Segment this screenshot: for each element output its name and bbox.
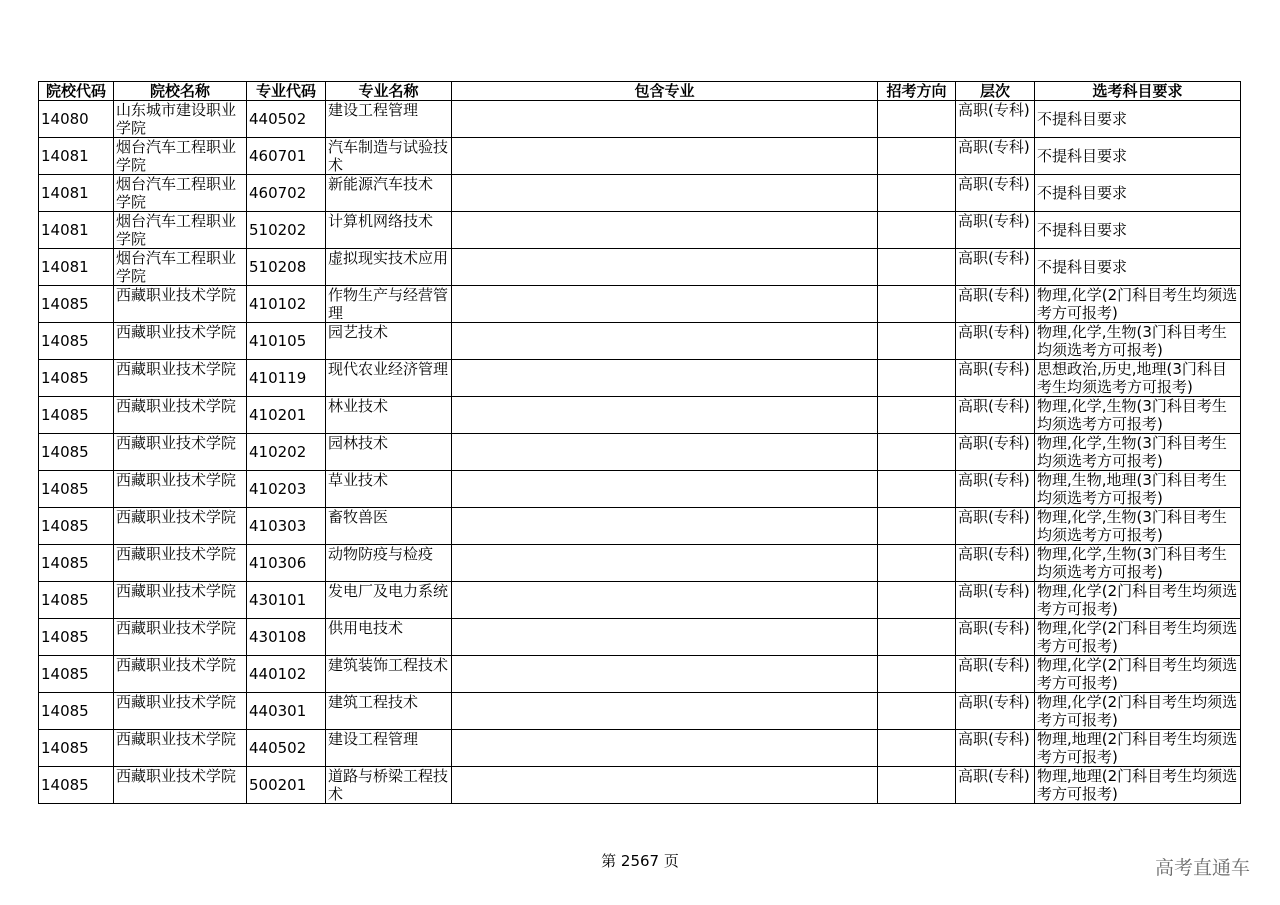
cell-level: 高职(专科)	[956, 656, 1035, 693]
page-number: 第 2567 页	[601, 852, 679, 870]
cell-school-name: 西藏职业技术学院	[114, 545, 247, 582]
cell-major-code: 440301	[247, 693, 326, 730]
cell-included-majors	[452, 249, 878, 286]
cell-direction	[878, 767, 956, 804]
cell-requirement: 物理,地理(2门科目考生均须选考方可报考)	[1035, 767, 1241, 804]
cell-requirement: 不提科目要求	[1035, 212, 1241, 249]
cell-requirement: 不提科目要求	[1035, 101, 1241, 138]
cell-included-majors	[452, 693, 878, 730]
cell-school-name: 西藏职业技术学院	[114, 471, 247, 508]
cell-school-name: 西藏职业技术学院	[114, 693, 247, 730]
cell-major-name: 草业技术	[326, 471, 452, 508]
cell-level: 高职(专科)	[956, 397, 1035, 434]
cell-included-majors	[452, 175, 878, 212]
cell-direction	[878, 508, 956, 545]
cell-direction	[878, 101, 956, 138]
cell-major-code: 460701	[247, 138, 326, 175]
table-row	[39, 212, 1241, 249]
cell-major-code: 410119	[247, 360, 326, 397]
table-row	[39, 434, 1241, 471]
cell-level: 高职(专科)	[956, 323, 1035, 360]
cell-school-code: 14081	[39, 175, 114, 212]
cell-school-code: 14085	[39, 434, 114, 471]
cell-requirement: 物理,化学(2门科目考生均须选考方可报考)	[1035, 619, 1241, 656]
cell-school-name: 西藏职业技术学院	[114, 360, 247, 397]
cell-school-name: 西藏职业技术学院	[114, 582, 247, 619]
cell-included-majors	[452, 767, 878, 804]
cell-school-code: 14085	[39, 619, 114, 656]
header-major-name: 专业名称	[326, 82, 452, 101]
cell-school-code: 14080	[39, 101, 114, 138]
cell-school-code: 14085	[39, 397, 114, 434]
cell-major-name: 新能源汽车技术	[326, 175, 452, 212]
cell-level: 高职(专科)	[956, 434, 1035, 471]
header-direction: 招考方向	[878, 82, 956, 101]
cell-school-name: 烟台汽车工程职业学院	[114, 249, 247, 286]
cell-direction	[878, 471, 956, 508]
cell-school-name: 烟台汽车工程职业学院	[114, 212, 247, 249]
cell-level: 高职(专科)	[956, 138, 1035, 175]
cell-major-code: 500201	[247, 767, 326, 804]
cell-major-code: 410203	[247, 471, 326, 508]
header-row	[39, 82, 1241, 101]
cell-school-name: 山东城市建设职业学院	[114, 101, 247, 138]
cell-included-majors	[452, 730, 878, 767]
table-row	[39, 397, 1241, 434]
cell-direction	[878, 545, 956, 582]
cell-major-name: 汽车制造与试验技术	[326, 138, 452, 175]
cell-direction	[878, 397, 956, 434]
cell-school-code: 14085	[39, 582, 114, 619]
cell-major-code: 410202	[247, 434, 326, 471]
cell-direction	[878, 249, 956, 286]
cell-requirement: 物理,化学,生物(3门科目考生均须选考方可报考)	[1035, 545, 1241, 582]
table-body	[39, 101, 1241, 804]
cell-school-code: 14085	[39, 471, 114, 508]
cell-level: 高职(专科)	[956, 249, 1035, 286]
table-row	[39, 101, 1241, 138]
cell-major-name: 林业技术	[326, 397, 452, 434]
cell-major-name: 园艺技术	[326, 323, 452, 360]
cell-major-name: 发电厂及电力系统	[326, 582, 452, 619]
cell-included-majors	[452, 656, 878, 693]
cell-school-code: 14085	[39, 508, 114, 545]
cell-included-majors	[452, 545, 878, 582]
cell-included-majors	[452, 101, 878, 138]
cell-school-code: 14081	[39, 212, 114, 249]
cell-included-majors	[452, 286, 878, 323]
cell-major-name: 建筑装饰工程技术	[326, 656, 452, 693]
cell-major-name: 现代农业经济管理	[326, 360, 452, 397]
header-included-majors: 包含专业	[452, 82, 878, 101]
cell-school-code: 14085	[39, 286, 114, 323]
cell-level: 高职(专科)	[956, 101, 1035, 138]
cell-level: 高职(专科)	[956, 693, 1035, 730]
cell-school-name: 西藏职业技术学院	[114, 397, 247, 434]
header-major-code: 专业代码	[247, 82, 326, 101]
cell-level: 高职(专科)	[956, 582, 1035, 619]
table-row	[39, 582, 1241, 619]
cell-school-code: 14085	[39, 693, 114, 730]
table-row	[39, 656, 1241, 693]
cell-level: 高职(专科)	[956, 212, 1035, 249]
cell-school-name: 西藏职业技术学院	[114, 323, 247, 360]
table-row	[39, 545, 1241, 582]
cell-requirement: 物理,化学(2门科目考生均须选考方可报考)	[1035, 693, 1241, 730]
table-row	[39, 730, 1241, 767]
cell-school-code: 14085	[39, 767, 114, 804]
cell-direction	[878, 619, 956, 656]
header-requirement: 选考科目要求	[1035, 82, 1241, 101]
cell-major-name: 建筑工程技术	[326, 693, 452, 730]
cell-major-code: 410306	[247, 545, 326, 582]
cell-school-name: 西藏职业技术学院	[114, 508, 247, 545]
cell-school-code: 14085	[39, 323, 114, 360]
cell-direction	[878, 360, 956, 397]
header-school-code: 院校代码	[39, 82, 114, 101]
watermark: 高考直通车	[1154, 857, 1250, 879]
admission-table	[38, 81, 1241, 804]
cell-major-name: 建设工程管理	[326, 730, 452, 767]
cell-school-name: 西藏职业技术学院	[114, 767, 247, 804]
cell-major-name: 建设工程管理	[326, 101, 452, 138]
cell-requirement: 不提科目要求	[1035, 249, 1241, 286]
cell-school-name: 西藏职业技术学院	[114, 286, 247, 323]
cell-direction	[878, 286, 956, 323]
table-row	[39, 286, 1241, 323]
cell-requirement: 物理,生物,地理(3门科目考生均须选考方可报考)	[1035, 471, 1241, 508]
cell-level: 高职(专科)	[956, 286, 1035, 323]
cell-major-code: 460702	[247, 175, 326, 212]
cell-major-name: 道路与桥梁工程技术	[326, 767, 452, 804]
cell-requirement: 物理,化学,生物(3门科目考生均须选考方可报考)	[1035, 508, 1241, 545]
cell-level: 高职(专科)	[956, 767, 1035, 804]
cell-included-majors	[452, 138, 878, 175]
cell-major-name: 动物防疫与检疫	[326, 545, 452, 582]
cell-school-code: 14081	[39, 249, 114, 286]
table-row	[39, 175, 1241, 212]
cell-major-code: 430101	[247, 582, 326, 619]
cell-level: 高职(专科)	[956, 508, 1035, 545]
cell-school-code: 14085	[39, 545, 114, 582]
cell-included-majors	[452, 434, 878, 471]
cell-direction	[878, 212, 956, 249]
table-row	[39, 619, 1241, 656]
cell-level: 高职(专科)	[956, 175, 1035, 212]
cell-major-code: 440102	[247, 656, 326, 693]
cell-major-name: 供用电技术	[326, 619, 452, 656]
cell-major-code: 410201	[247, 397, 326, 434]
cell-school-name: 西藏职业技术学院	[114, 619, 247, 656]
table-row	[39, 767, 1241, 804]
cell-requirement: 物理,地理(2门科目考生均须选考方可报考)	[1035, 730, 1241, 767]
cell-major-code: 430108	[247, 619, 326, 656]
cell-direction	[878, 582, 956, 619]
cell-level: 高职(专科)	[956, 619, 1035, 656]
table-row	[39, 360, 1241, 397]
cell-included-majors	[452, 397, 878, 434]
cell-direction	[878, 138, 956, 175]
cell-requirement: 物理,化学(2门科目考生均须选考方可报考)	[1035, 286, 1241, 323]
table-row	[39, 508, 1241, 545]
cell-included-majors	[452, 323, 878, 360]
cell-direction	[878, 175, 956, 212]
cell-major-name: 计算机网络技术	[326, 212, 452, 249]
cell-requirement: 物理,化学,生物(3门科目考生均须选考方可报考)	[1035, 397, 1241, 434]
cell-school-code: 14085	[39, 360, 114, 397]
cell-included-majors	[452, 212, 878, 249]
cell-major-code: 510208	[247, 249, 326, 286]
table-row	[39, 138, 1241, 175]
cell-included-majors	[452, 360, 878, 397]
cell-major-code: 410303	[247, 508, 326, 545]
cell-school-code: 14085	[39, 656, 114, 693]
cell-direction	[878, 434, 956, 471]
table-row	[39, 249, 1241, 286]
cell-school-name: 烟台汽车工程职业学院	[114, 138, 247, 175]
cell-major-code: 440502	[247, 101, 326, 138]
cell-requirement: 物理,化学(2门科目考生均须选考方可报考)	[1035, 656, 1241, 693]
cell-school-name: 西藏职业技术学院	[114, 434, 247, 471]
cell-school-code: 14085	[39, 730, 114, 767]
header-school-name: 院校名称	[114, 82, 247, 101]
cell-level: 高职(专科)	[956, 360, 1035, 397]
cell-direction	[878, 693, 956, 730]
cell-school-code: 14081	[39, 138, 114, 175]
cell-school-name: 西藏职业技术学院	[114, 730, 247, 767]
cell-direction	[878, 656, 956, 693]
cell-requirement: 不提科目要求	[1035, 175, 1241, 212]
cell-included-majors	[452, 619, 878, 656]
cell-requirement: 思想政治,历史,地理(3门科目考生均须选考方可报考)	[1035, 360, 1241, 397]
cell-major-name: 园林技术	[326, 434, 452, 471]
cell-requirement: 物理,化学,生物(3门科目考生均须选考方可报考)	[1035, 323, 1241, 360]
cell-requirement: 不提科目要求	[1035, 138, 1241, 175]
cell-level: 高职(专科)	[956, 471, 1035, 508]
cell-major-name: 作物生产与经营管理	[326, 286, 452, 323]
cell-included-majors	[452, 582, 878, 619]
header-level: 层次	[956, 82, 1035, 101]
cell-major-code: 440502	[247, 730, 326, 767]
cell-direction	[878, 730, 956, 767]
cell-level: 高职(专科)	[956, 730, 1035, 767]
cell-major-name: 虚拟现实技术应用	[326, 249, 452, 286]
cell-major-name: 畜牧兽医	[326, 508, 452, 545]
cell-level: 高职(专科)	[956, 545, 1035, 582]
cell-included-majors	[452, 508, 878, 545]
cell-major-code: 410105	[247, 323, 326, 360]
cell-requirement: 物理,化学(2门科目考生均须选考方可报考)	[1035, 582, 1241, 619]
cell-major-code: 410102	[247, 286, 326, 323]
cell-major-code: 510202	[247, 212, 326, 249]
table-row	[39, 323, 1241, 360]
table-row	[39, 471, 1241, 508]
table-row	[39, 693, 1241, 730]
cell-included-majors	[452, 471, 878, 508]
cell-school-name: 烟台汽车工程职业学院	[114, 175, 247, 212]
cell-school-name: 西藏职业技术学院	[114, 656, 247, 693]
cell-requirement: 物理,化学,生物(3门科目考生均须选考方可报考)	[1035, 434, 1241, 471]
cell-direction	[878, 323, 956, 360]
